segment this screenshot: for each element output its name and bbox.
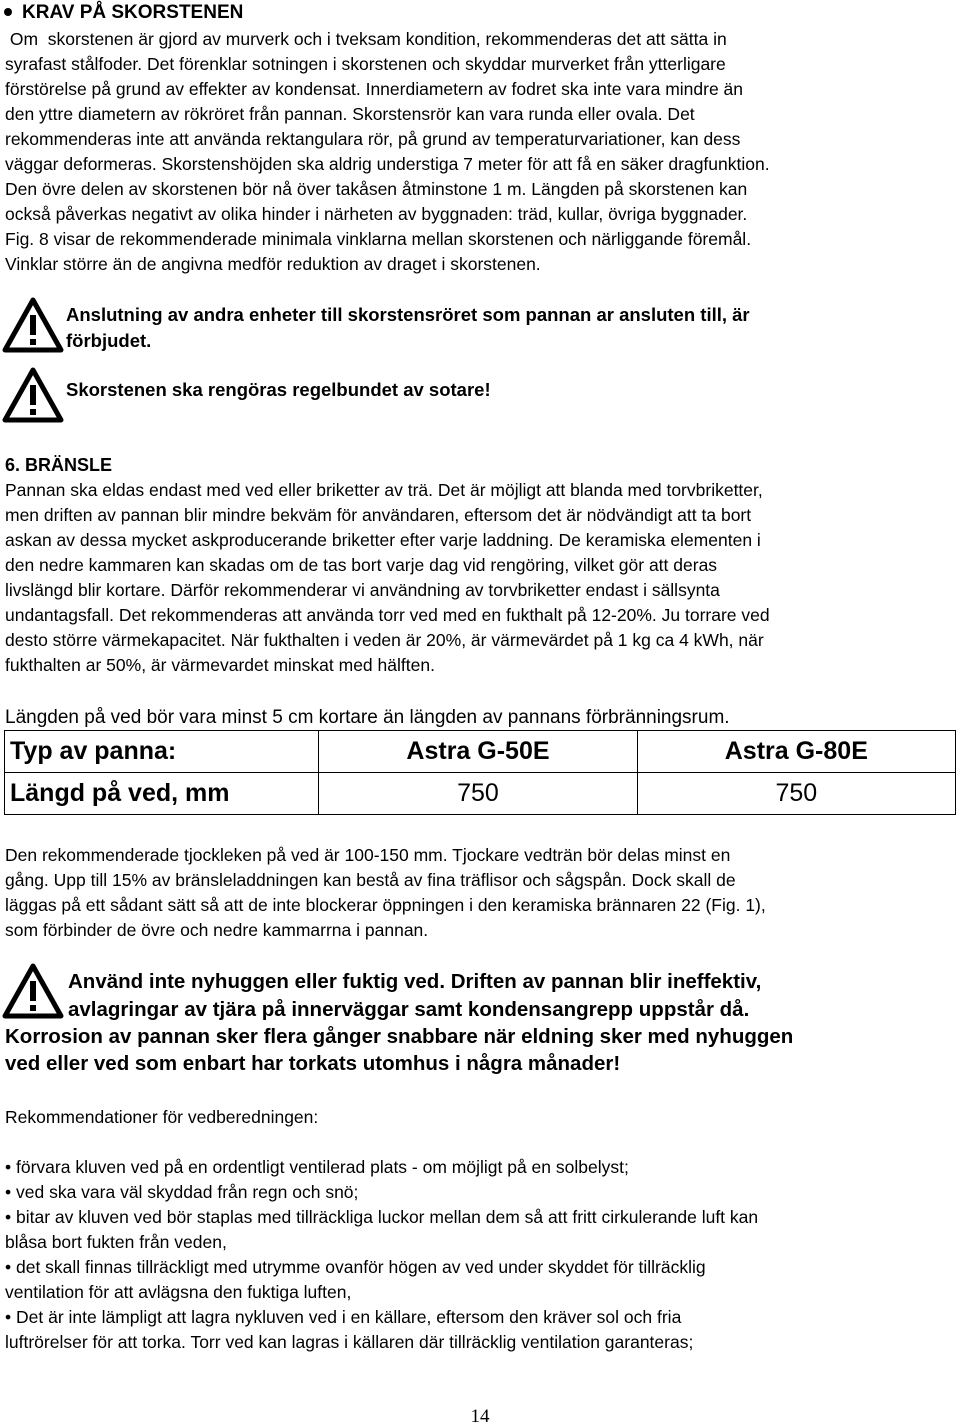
warning-triangle-icon xyxy=(2,367,64,423)
wet-wood-warning-line: ved eller ved som enbart har torkats utomhus i några månader! xyxy=(5,1052,621,1075)
list-item: blåsa bort fukten från veden, xyxy=(5,1232,227,1252)
bullet-icon xyxy=(4,8,12,16)
section-heading-fuel: 6. BRÄNSLE xyxy=(5,455,113,475)
text-line: Fig. 8 visar de rekommenderade minimala vinklarna mellan skorstenen och närliggande föremål. xyxy=(5,229,752,249)
warning-triangle-icon xyxy=(2,297,64,353)
text-line: desto större värmekapacitet. När fukthalten i veden är 20%, är värmevärdet på 1 kg ca 4 kWh, när xyxy=(5,630,764,650)
wet-wood-warning-line: Korrosion av pannan sker flera gånger snabbare när eldning sker med nyhuggen xyxy=(5,1025,794,1048)
text-line: undantagsfall. Det rekommenderas att använda torr ved med en fukthalt på 12-20%. Ju torrare ved xyxy=(5,605,770,625)
recommendations-list xyxy=(5,1155,758,1355)
table-cell: 750 xyxy=(319,773,637,815)
text-line: syrafast stålfoder. Det förenklar sotningen i skorstenen och skyddar murverket från ytterligare xyxy=(5,54,726,74)
wood-length-table xyxy=(4,730,956,815)
warning-chimney-cleaning: Skorstenen ska rengöras regelbundet av sotare! xyxy=(66,379,491,400)
text-line: också påverkas negativt av olika hinder i närheten av byggnaden: träd, kullar, övriga byggnader. xyxy=(5,204,748,224)
text-line: livslängd blir kortare. Därför rekommenderar vi användning av torvbriketter endast i sällsynta xyxy=(5,580,720,600)
list-item: • Det är inte lämpligt att lagra nykluven ved i en källare, eftersom den kräver sol och fria xyxy=(5,1307,682,1327)
wood-length-note: Längden på ved bör vara minst 5 cm kortare än längden av pannans förbränningsrum. xyxy=(5,707,730,728)
page-number: 14 xyxy=(470,1406,490,1427)
fuel-paragraph xyxy=(5,478,770,678)
wet-wood-warning-line: avlagringar av tjära på innerväggar samt kondensangrepp uppstår då. xyxy=(68,998,750,1021)
warning-triangle-icon xyxy=(2,963,64,1019)
list-item: • förvara kluven ved på en ordentligt ventilerad plats - om möjligt på en solbelyst; xyxy=(5,1157,629,1177)
recommendations-intro: Rekommendationer för vedberedningen: xyxy=(5,1107,319,1127)
table-cell: Typ av panna: xyxy=(5,731,319,773)
table-cell: Astra G-80E xyxy=(637,731,955,773)
text-line: gång. Upp till 15% av bränsleladdningen kan bestå av fina träflisor och sågspån. Dock skall de xyxy=(5,870,736,890)
list-item: • ved ska vara väl skyddad från regn och snö; xyxy=(5,1182,359,1202)
wet-wood-warning-line: Använd inte nyhuggen eller fuktig ved. Driften av pannan blir ineffektiv, xyxy=(68,970,762,993)
list-item: ventilation för att avlägsna den fuktiga luften, xyxy=(5,1282,352,1302)
text-line: Den rekommenderade tjockleken på ved är 100-150 mm. Tjockare vedträn bör delas minst en xyxy=(5,845,731,865)
list-item: • det skall finnas tillräckligt med utrymme ovanför högen av ved under skyddet för tillräcklig xyxy=(5,1257,706,1277)
chimney-paragraph xyxy=(5,27,770,277)
text-line: rekommenderas inte att använda rektangulara rör, på grund av temperaturvariationer, kan dess xyxy=(5,129,741,149)
text-line: fukthalten ar 50%, är värmevardet minskat med hälften. xyxy=(5,655,435,675)
list-item: luftrörelser för att torka. Torr ved kan lagras i källaren där tillräcklig ventilation garanteras; xyxy=(5,1332,694,1352)
text-line: men driften av pannan blir mindre bekväm för användaren, eftersom det är nödvändigt att ta bort xyxy=(5,505,752,525)
text-line: som förbinder de övre och nedre kammarrna i pannan. xyxy=(5,920,429,940)
list-item: • bitar av kluven ved bör staplas med tillräckliga luckor mellan dem så att fritt cirkulerande luft kan xyxy=(5,1207,759,1227)
table-cell: Längd på ved, mm xyxy=(5,773,319,815)
text-line: askan av dessa mycket askproducerande briketter efter varje laddning. De keramiska elementen i xyxy=(5,530,761,550)
table-cell: Astra G-50E xyxy=(319,731,637,773)
text-line: Om skorstenen är gjord av murverk och i tveksam kondition, rekommenderas det att sätta in xyxy=(5,29,727,49)
warning-chimney-connection xyxy=(66,302,750,354)
text-line: Pannan ska eldas endast med ved eller briketter av trä. Det är möjligt att blanda med torvbriketter, xyxy=(5,480,763,500)
text-line: väggar deformeras. Skorstenshöjden ska aldrig understiga 7 meter för att få en säker dragfunktion. xyxy=(5,154,770,174)
text-line: förstörelse på grund av effekter av kondensat. Innerdiametern av fodret ska inte vara mindre än xyxy=(5,79,744,99)
section-title: KRAV PÅ SKORSTENEN xyxy=(22,2,244,23)
text-line: den nedre kammaren kan skadas om de tas bort varje dag vid rengöring, vilket gör att deras xyxy=(5,555,718,575)
table-row xyxy=(5,773,956,815)
table-cell: 750 xyxy=(637,773,955,815)
text-line: den yttre diametern av rökröret från pannan. Skorstensrör kan vara runda eller ovala. Det xyxy=(5,104,695,124)
text-line: förbjudet. xyxy=(66,330,152,351)
thickness-paragraph xyxy=(5,843,766,943)
table-header-row xyxy=(5,731,956,773)
text-line: Vinklar större än de angivna medför reduktion av draget i skorstenen. xyxy=(5,254,541,274)
text-line: läggas på ett sådant sätt så att de inte blockerar öppningen i den keramiska brännaren 22 (Fig. 1), xyxy=(5,895,766,915)
text-line: Anslutning av andra enheter till skorstensröret som pannan ar ansluten till, är xyxy=(66,304,750,325)
text-line: Den övre delen av skorstenen bör nå över takåsen åtminstone 1 m. Längden på skorstenen kan xyxy=(5,179,748,199)
